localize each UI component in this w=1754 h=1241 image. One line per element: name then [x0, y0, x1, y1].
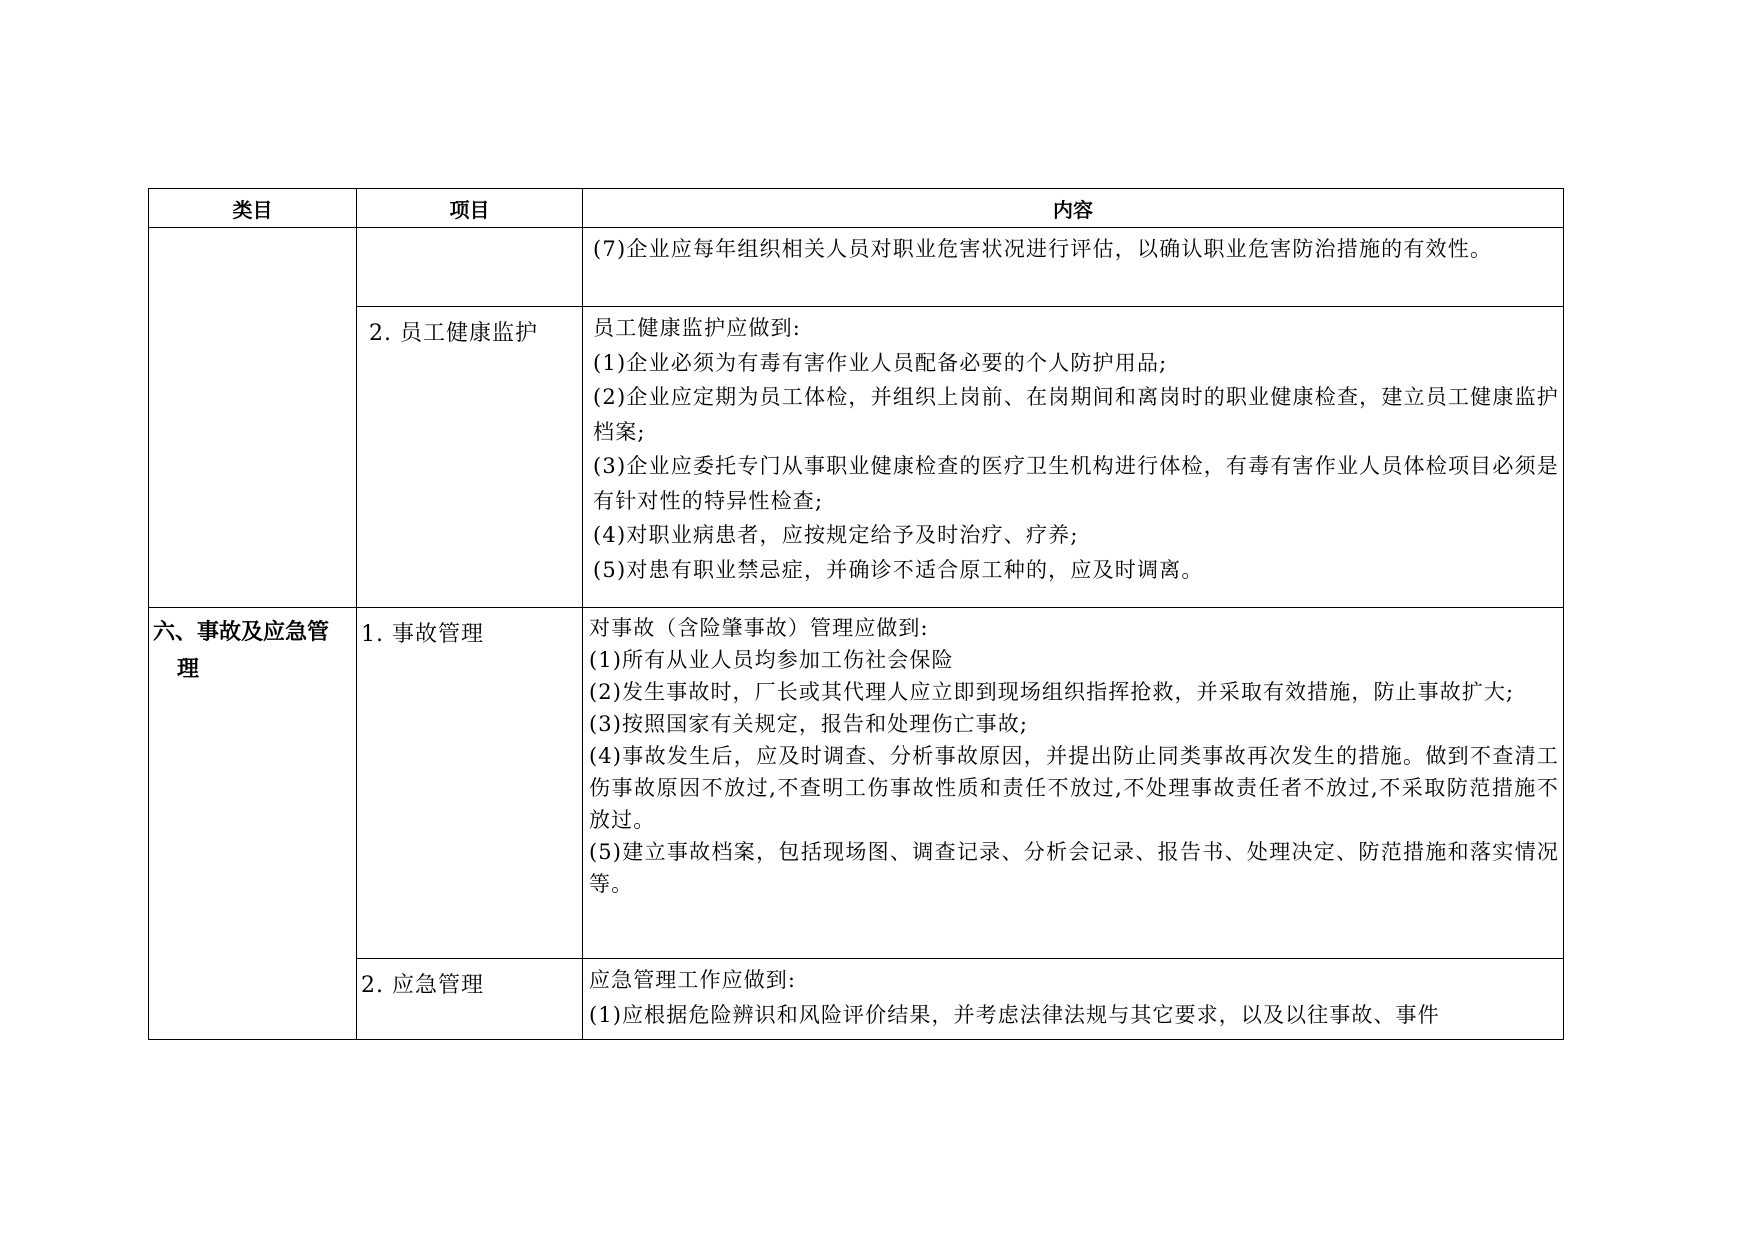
content-line: (5)建立事故档案，包括现场图、调查记录、分析会记录、报告书、处理决定、防范措施和落实情况等。 — [589, 840, 1559, 896]
content-line: (2)发生事故时，厂长或其代理人应立即到现场组织指挥抢救，并采取有效措施，防止事故扩大; — [589, 680, 1515, 704]
content-line: (1)应根据危险辨识和风险评价结果，并考虑法律法规与其它要求，以及以往事故、事件 — [589, 1002, 1440, 1027]
content-line: (1)企业必须为有毒有害作业人员配备必要的个人防护用品; — [593, 350, 1168, 375]
content-line: (1)所有从业人员均参加工伤社会保险 — [589, 648, 954, 672]
content-line: (5)对患有职业禁忌症，并确诊不适合原工种的，应及时调离。 — [593, 557, 1204, 582]
item-cell-empty — [357, 228, 583, 307]
content-cell — [583, 959, 1564, 1040]
table-header-row — [149, 189, 1564, 228]
content-line: (3)企业应委托专门从事职业健康检查的医疗卫生机构进行体检，有毒有害作业人员体检项目必须是有针对性的特异性检查; — [593, 454, 1559, 513]
content-line: (7)企业应每年组织相关人员对职业危害状况进行评估，以确认职业危害防治措施的有效性。 — [593, 237, 1493, 261]
table-row — [149, 959, 1564, 1040]
content-line: (2)企业应定期为员工体检，并组织上岗前、在岗期间和离岗时的职业健康检查，建立员工健康监护档案; — [593, 385, 1559, 444]
content-line: (4)对职业病患者，应按规定给予及时治疗、疗养; — [593, 523, 1079, 547]
category-label-line1: 六、事故及应急管 — [153, 619, 330, 645]
header-category: 类目 — [149, 189, 357, 228]
content-line: 员工健康监护应做到: — [593, 316, 802, 340]
header-content: 内容 — [583, 189, 1564, 228]
header-item: 项目 — [357, 189, 583, 228]
regulation-table — [148, 188, 1564, 1040]
table-row — [149, 228, 1564, 307]
category-label-line2: 理 — [177, 656, 200, 682]
table-row — [149, 608, 1564, 959]
content-line: (3)按照国家有关规定，报告和处理伤亡事故; — [589, 712, 1029, 736]
item-emergency-management: 2. 应急管理 — [357, 959, 583, 1040]
item-health-monitoring: 2. 员工健康监护 — [357, 307, 583, 608]
content-line: 对事故（含险肇事故）管理应做到: — [589, 616, 929, 640]
content-line: 应急管理工作应做到: — [589, 968, 797, 992]
content-cell — [583, 228, 1564, 307]
content-cell — [583, 608, 1564, 959]
content-line: (4)事故发生后，应及时调查、分析事故原因，并提出防止同类事故再次发生的措施。做到不查清工伤事故原因不放过,不查明工伤事故性质和责任不放过,不处理事故责任者不放过,不采取防范措施不放过。 — [589, 744, 1559, 832]
item-accident-management: 1. 事故管理 — [357, 608, 583, 959]
content-cell — [583, 307, 1564, 608]
table-row — [149, 307, 1564, 608]
category-accident-emergency — [149, 608, 357, 1040]
category-cell-empty — [149, 228, 357, 608]
